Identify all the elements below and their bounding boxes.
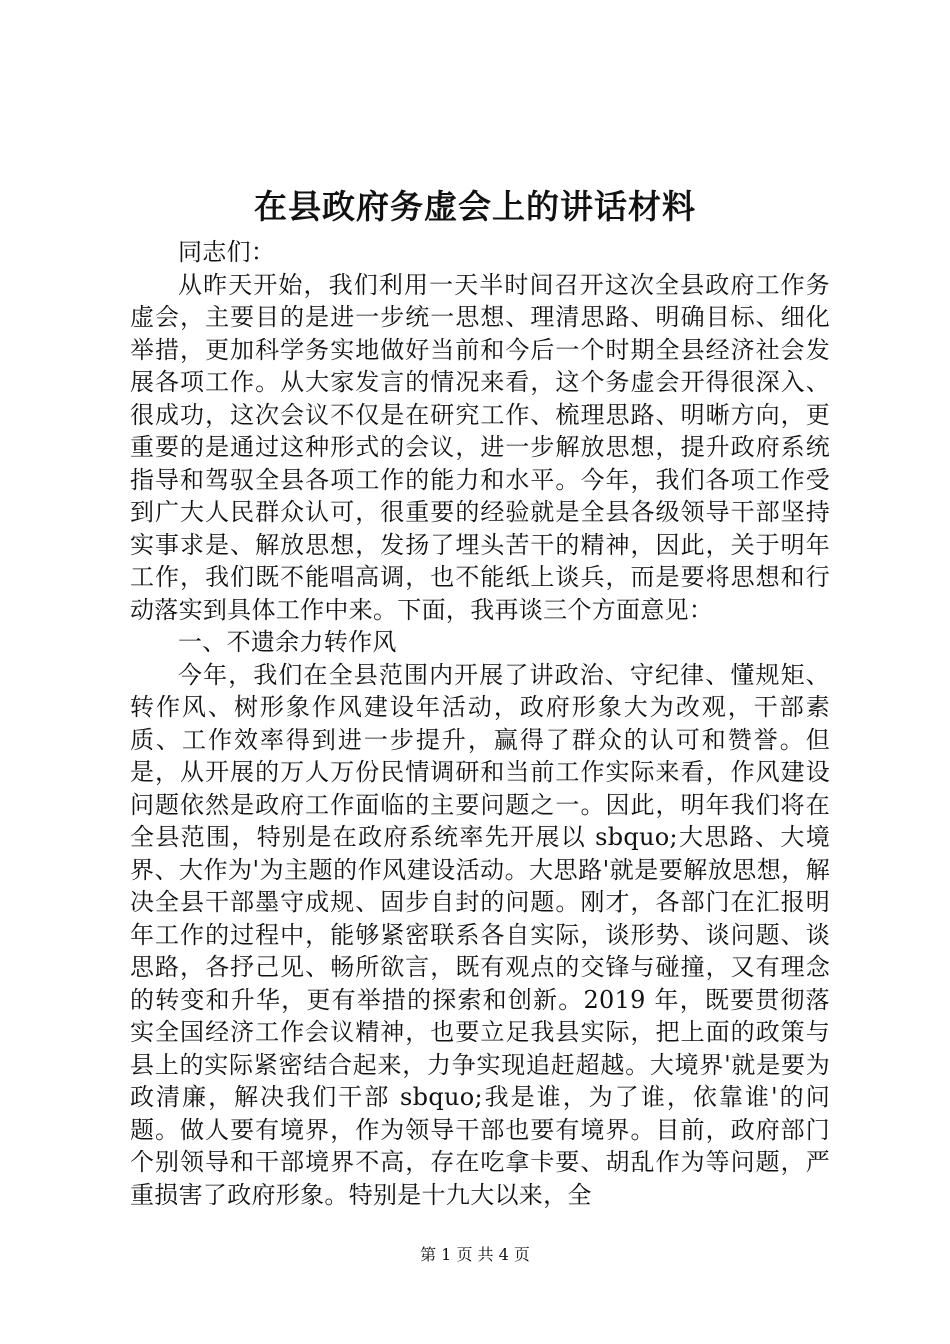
- document-body: [130, 236, 830, 1211]
- salutation: 同志们：: [178, 238, 276, 266]
- intro-paragraph: 从昨天开始，我们利用一天半时间召开这次全县政府工作务虚会，主要目的是进一步统一思想、理清思路、明确目标、细化举措，更加科学务实地做好当前和今后一个时期全县经济社会发展各项工作。从大家发言的情况来看，这个务虚会开得很深入、很成功，这次会议不仅是在研究工作、梳理思路、明晰方向，更重要的是通过这种形式的会议，进一步解放思想，提升政府系统指导和驾驭全县各项工作的能力和水平。今年，我们各项工作受到广大人民群众认可，很重要的经验就是全县各级领导干部坚持实事求是、解放思想，发扬了埋头苦干的精神，因此，关于明年工作，我们既不能唱高调，也不能纸上谈兵，而是要将思想和行动落实到具体工作中来。下面，我再谈三个方面意见：: [130, 270, 830, 624]
- section-paragraph: 今年，我们在全县范围内开展了讲政治、守纪律、懂规矩、转作风、树形象作风建设年活动，政府形象大为改观，干部素质、工作效率得到进一步提升，赢得了群众的认可和赞誉。但是，从开展的万人万份民情调研和当前工作实际来看，作风建设问题依然是政府工作面临的主要问题之一。因此，明年我们将在全县范围，特别是在政府系统率先开展以 sbquo;大思路、大境界、大作为'为主题的作风建设活动。大思路'就是要解放思想，解决全县干部墨守成规、固步自封的问题。刚才，各部门在汇报明年工作的过程中，能够紧密联系各自实际，谈形势、谈问题、谈思路，各抒己见、畅所欲言，既有观点的交锋与碰撞，又有理念的转变和升华，更有举措的探索和创新。2019 年，既要贯彻落实全国经济工作会议精神，也要立足我县实际，把上面的政策与县上的实际紧密结合起来，力争实现追赶超越。大境界'就是要为政清廉，解决我们干部 sbquo;我是谁，为了谁，依靠谁'的问题。做人要有境界，作为领导干部也要有境界。目前，政府部门个别领导和干部境界不高，存在吃拿卡要、胡乱作为等问题，严重损害了政府形象。特别是十九大以来，全: [130, 660, 830, 1209]
- section-heading: 一、不遗余力转作风: [178, 628, 397, 656]
- page-number: 第 1 页 共 4 页: [420, 1245, 530, 1264]
- document-title: 在县政府务虚会上的讲话材料: [254, 187, 696, 226]
